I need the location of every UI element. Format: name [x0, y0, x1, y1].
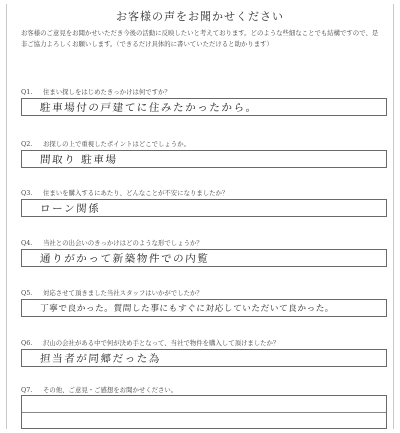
- answer-box-4: [21, 249, 387, 267]
- question-4: [21, 238, 387, 247]
- answer-1-text: 駐車場付の戸建てに住みたかったから。: [39, 102, 259, 114]
- question-6: [21, 338, 387, 347]
- answer-box-7: [21, 395, 387, 429]
- question-text: 沢山の会社がある中で何が決め手となって、当社で物件を購入して頂けましたか？: [43, 339, 280, 347]
- answer-6-text: 担当者が同郷だった為: [39, 353, 162, 365]
- intro-text: お客様のご意見をお聞かせいただき今後の活動に反映したいと考えております。どのような些細なことでも結構ですので、是非ご協力よろしくお願いします。（できるだけ具体的に書いていただけると助かります）: [21, 29, 379, 48]
- question-text: その他、ご意見・ご感想をお聞かせください。: [43, 386, 178, 394]
- answer-box-3: [21, 199, 387, 217]
- question-text: お探しの上で重視したポイントはどこでしょうか。: [43, 140, 190, 148]
- question-number: Q1.: [21, 88, 33, 96]
- question-1: [21, 87, 387, 96]
- question-number: Q4.: [21, 239, 33, 247]
- page-title: お客様の声をお聞かせください: [116, 10, 284, 23]
- answer-5-text: 丁寧で良かった。質問した事にもすぐに対応していただいて良かった。: [39, 304, 335, 314]
- question-number: Q5.: [21, 289, 33, 297]
- question-number: Q3.: [21, 189, 33, 197]
- answer-3-text: ローン関係: [39, 203, 101, 215]
- question-2: [21, 139, 387, 148]
- question-text: 対応させて頂きました当社スタッフはいかがでしたか？: [43, 289, 203, 297]
- answer-box-5: [21, 299, 387, 317]
- question-number: Q6.: [21, 339, 33, 347]
- question-text: 当社との出会いのきっかけはどのような形でしょうか？: [43, 239, 203, 247]
- survey-sheet: [6, 4, 394, 429]
- question-number: Q7.: [21, 386, 33, 394]
- answer-box-6: [21, 349, 387, 367]
- question-number: Q2.: [21, 140, 33, 148]
- answer-box-divider: [22, 412, 386, 413]
- question-7: [21, 385, 387, 394]
- answer-box-1: [21, 98, 387, 116]
- answer-box-2: [21, 150, 387, 168]
- question-text: 住まいを購入するにあたり、どんなことが不安になりましたか？: [43, 189, 229, 197]
- question-3: [21, 188, 387, 197]
- answer-4-text: 通りがかって新築物件での内覧: [39, 253, 210, 265]
- question-text: 住まい探しをはじめたきっかけは何ですか？: [43, 88, 171, 96]
- question-5: [21, 288, 387, 297]
- answer-2-text: 間取り 駐車場: [39, 154, 118, 166]
